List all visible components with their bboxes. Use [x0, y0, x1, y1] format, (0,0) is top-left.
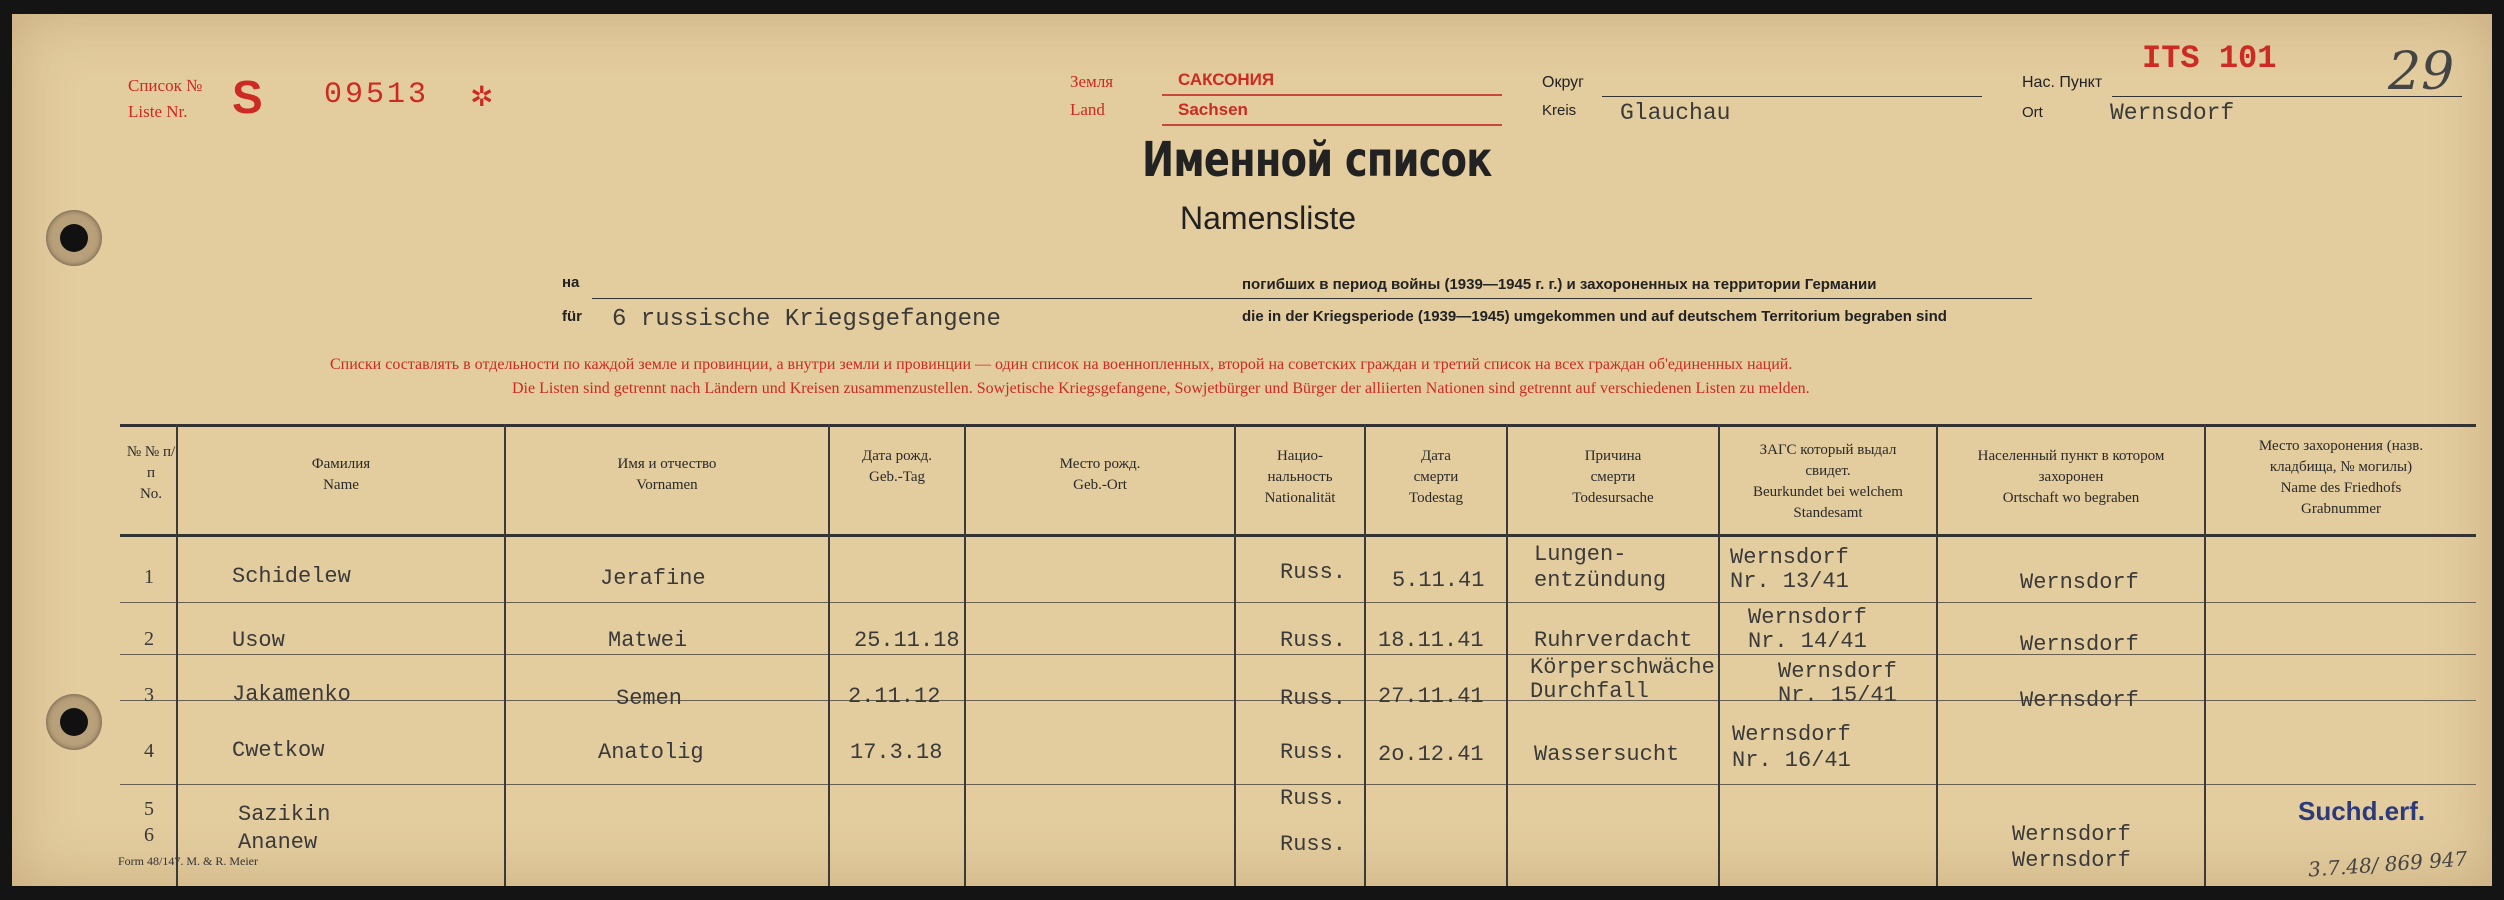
instruction-de: Die Listen sind getrennt nach Ländern und Kreisen zusammenzustellen. Sowjetische Kriegsgefangene, Sowjetbürger und Bürger der alliierten Nationen sind getrennt auf verschiedenen Listen zu melden.: [512, 380, 1810, 397]
cell-vorname: Anatolig: [598, 740, 704, 765]
col-header-gebort: [966, 454, 1234, 496]
col-header-ru: Дата рожд.: [861, 448, 933, 464]
table-header-border: [120, 534, 2476, 537]
column-divider: [828, 424, 830, 886]
cell-name: Sazikin: [238, 802, 331, 827]
col-header-name: [178, 454, 504, 496]
col-header-ru: Причина смерти: [1584, 448, 1642, 485]
kreis-value: Glauchau: [1620, 100, 1731, 126]
col-header-nat: [1236, 446, 1364, 509]
col-header-ursache: [1508, 446, 1718, 509]
cell-begraben: Wernsdorf: [2020, 570, 2139, 595]
cell-ursache: Ruhrverdacht: [1534, 628, 1693, 653]
row-divider: [120, 784, 2476, 785]
suchd-stamp: Suchd.erf.: [2298, 796, 2426, 826]
cell-standesamt: Wernsdorf Nr. 14/41: [1748, 605, 1867, 654]
instruction-ru: Списки составлять в отдельности по каждой земле и провинции, а внутри земли и провинции — один список на военнопленных, второй на советских граждан и третий список на всех граждан об'единенных наций.: [330, 356, 1793, 373]
desc-ru: погибших в период войны (1939—1945 г. г.) и захороненных на территории Германии: [1242, 276, 1877, 293]
title-ru: Именной список: [1142, 132, 1492, 188]
cell-no: 4: [144, 740, 154, 762]
cell-no: 2: [144, 628, 154, 650]
col-header-ru: Фамилия: [311, 456, 371, 472]
cell-standesamt: Wernsdorf Nr. 15/41: [1778, 659, 1897, 708]
cell-ursache: Körperschwäche Durchfall: [1530, 655, 1715, 704]
col-header-de: Todesursache: [1572, 490, 1654, 506]
cell-vorname: Semen: [616, 686, 683, 711]
col-header-ru: Место рожд.: [1059, 456, 1141, 472]
row-divider: [120, 602, 2476, 603]
ort-value: Wernsdorf: [2110, 100, 2235, 126]
col-header-ru: Имя и отчество: [617, 456, 717, 472]
col-header-ru: Нацио- нальность: [1267, 448, 1333, 485]
col-header-no: [124, 442, 178, 505]
desc-de: die in der Kriegsperiode (1939—1945) umgekommen und auf deutschem Territorium begraben sind: [1242, 308, 1947, 325]
liste-mark: ✲: [470, 82, 494, 113]
punch-hole-bottom: [46, 694, 102, 750]
cell-standesamt: Wernsdorf Nr. 13/41: [1730, 545, 1849, 594]
title-de: Namensliste: [1180, 200, 1357, 236]
cell-standesamt: Wernsdorf Nr. 16/41: [1732, 722, 1851, 773]
kreis-label-ru: Округ: [1542, 74, 1584, 91]
cell-name: Ananew: [238, 830, 318, 855]
form-footer: Form 48/147. M. & R. Meier: [118, 854, 258, 868]
col-header-de: Nationalität: [1264, 490, 1336, 506]
col-header-ru: № № п/п: [126, 444, 176, 481]
ort-label-de: Ort: [2022, 104, 2043, 121]
land-label-ru: Земля: [1070, 72, 1114, 91]
liste-label-de: Liste Nr.: [128, 102, 188, 121]
na-label: на: [562, 274, 580, 291]
cell-no: 1: [144, 566, 154, 588]
subject-value: 6 russische Kriegsgefangene: [612, 306, 1001, 333]
kreis-underline: [1602, 96, 1982, 97]
cell-ursache: Lungen- entzündung: [1534, 542, 1667, 593]
liste-number: 09513: [324, 78, 430, 112]
col-header-de: Vornamen: [636, 477, 698, 493]
cell-begraben: Wernsdorf: [2012, 848, 2131, 873]
cell-vorname: Matwei: [608, 628, 688, 653]
col-header-de: Ortschaft wo begraben: [2002, 490, 2140, 506]
cell-begraben: Wernsdorf: [2012, 822, 2131, 847]
col-header-ru: Место захоронения (назв. кладбища, № могилы): [2258, 438, 2424, 475]
land-label-de: Land: [1070, 100, 1105, 119]
cell-no: 3: [144, 684, 154, 706]
cell-nat: Russ.: [1280, 832, 1347, 857]
cell-tod: 18.11.41: [1378, 628, 1484, 653]
cell-gebtag: 25.11.18: [854, 628, 960, 653]
cell-name: Schidelew: [232, 564, 351, 589]
cell-name: Usow: [232, 628, 285, 653]
kreis-label-de: Kreis: [1542, 102, 1577, 119]
punch-hole-top: [46, 210, 102, 266]
land-underline-2: [1162, 124, 1502, 126]
land-value-ru: САКСОНИЯ: [1178, 70, 1275, 89]
col-header-de: Beurkundet bei welchem Standesamt: [1753, 484, 1903, 521]
cell-ursache: Wassersucht: [1534, 742, 1680, 767]
cell-nat: Russ.: [1280, 686, 1347, 711]
cell-name: Cwetkow: [232, 738, 325, 763]
col-header-de: Name des Friedhofs Grabnummer: [2280, 480, 2402, 517]
liste-label-ru: Список №: [128, 76, 203, 95]
cell-no: 6: [144, 824, 154, 846]
document-card: [12, 14, 2492, 886]
col-header-ru: Дата смерти: [1413, 448, 1459, 485]
fuer-label: für: [562, 308, 582, 325]
cell-begraben: Wernsdorf: [2020, 688, 2139, 713]
cell-no: 5: [144, 798, 154, 820]
col-header-ru: Населенный пункт в котором захоронен: [1977, 448, 2165, 485]
cell-gebtag: 17.3.18: [850, 740, 943, 765]
table-top-border: [120, 424, 2476, 427]
subject-underline: [592, 298, 2032, 299]
cell-nat: Russ.: [1280, 740, 1347, 765]
land-underline-1: [1162, 94, 1502, 96]
ort-label-ru: Нас. Пункт: [2022, 74, 2103, 91]
col-header-standesamt: [1720, 440, 1936, 524]
col-header-vornamen: [506, 454, 828, 496]
cell-tod: 5.11.41: [1392, 568, 1485, 593]
cell-nat: Russ.: [1280, 786, 1347, 811]
cell-vorname: Jerafine: [600, 566, 706, 591]
cell-gebtag: 2.11.12: [848, 684, 941, 709]
cell-name: Jakamenko: [232, 682, 351, 707]
cell-nat: Russ.: [1280, 560, 1347, 585]
col-header-de: No.: [139, 486, 163, 502]
col-header-de: Geb.-Ort: [1073, 477, 1127, 493]
col-header-begraben: [1938, 446, 2204, 509]
liste-letter: S: [232, 71, 263, 123]
col-header-de: Geb.-Tag: [868, 469, 925, 485]
land-value-de: Sachsen: [1178, 100, 1248, 119]
col-header-ru: ЗАГС который выдал свидет.: [1759, 442, 1897, 479]
col-header-de: Name: [323, 477, 359, 493]
col-header-todestag: [1366, 446, 1506, 509]
col-header-de: Todestag: [1409, 490, 1463, 506]
col-header-gebtag: [830, 446, 964, 488]
handwritten-bottom: 3.7.48/ 869 947: [2307, 846, 2469, 882]
its-stamp: ITS 101: [2142, 40, 2277, 77]
cell-begraben: Wernsdorf: [2020, 632, 2139, 657]
cell-tod: 27.11.41: [1378, 684, 1484, 709]
col-header-friedhof: [2206, 436, 2476, 520]
cell-tod: 2o.12.41: [1378, 742, 1484, 767]
page-handwritten: 29: [2388, 42, 2455, 102]
cell-nat: Russ.: [1280, 628, 1347, 653]
